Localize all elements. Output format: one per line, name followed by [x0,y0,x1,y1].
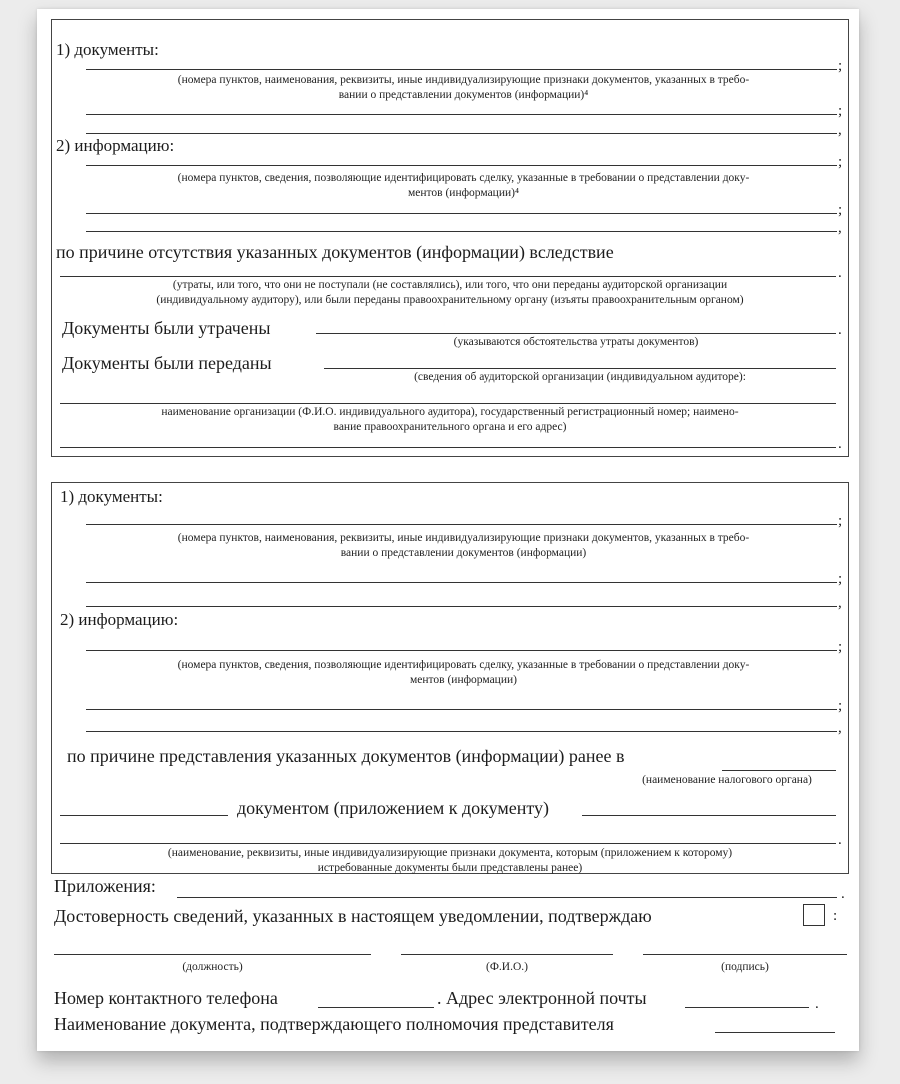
period: . [838,322,842,338]
doc-suffix-input-line[interactable] [582,815,836,816]
documents-caption: (номера пунктов, наименования, реквизиты, иные индивидуализирующие признаки документов, указанных в требо- вании о представлении документов (информации) [177,532,750,559]
documents-label: 1) документы: [60,487,163,506]
comma: , [838,220,842,236]
documents-input-line[interactable] [86,524,837,525]
signature-input-line[interactable] [643,954,847,955]
info-input-line[interactable] [86,165,837,166]
org-input-line-2[interactable] [60,447,836,448]
tax-authority-input-line[interactable] [722,770,836,771]
doc-prefix-input-line[interactable] [60,815,228,816]
documents-input-line[interactable] [86,69,837,70]
signature-caption: (подпись) [721,961,769,973]
info-label: 2) информацию: [56,136,175,155]
transferred-input-line[interactable] [324,368,836,369]
info-input-line[interactable] [86,650,837,651]
section-2-box [51,482,849,874]
info-label: 2) информацию: [60,610,179,629]
period: . [838,265,842,281]
documents-input-line-2[interactable] [86,582,837,583]
info-caption: (номера пунктов, сведения, позволяющие идентифицировать сделку, указанные в требовании о представлении доку- ментов (информации) [177,659,750,686]
email-input-line[interactable] [685,1007,809,1008]
authority-label: Наименование документа, подтверждающего полномочия представителя [54,1014,614,1034]
semicolon: ; [838,513,843,529]
doc-input-line[interactable] [60,843,836,844]
info-input-line-2[interactable] [86,709,837,710]
info-input-line-3[interactable] [86,231,837,232]
documents-caption: (номера пунктов, наименования, реквизиты, иные индивидуализирующие признаки документов, указанных в требо- вании о представлении документов (информации)⁴ [177,74,750,101]
fio-caption: (Ф.И.О.) [486,961,528,973]
email-label: . Адрес электронной почты [437,988,647,1008]
attachments-label: Приложения: [54,876,156,896]
comma: , [838,595,842,611]
reason-heading: по причине отсутствия указанных документов (информации) вследствие [56,242,614,262]
info-input-line-3[interactable] [86,731,837,732]
period: . [815,996,819,1012]
period: . [838,436,842,452]
doc-caption: (наименование, реквизиты, иные индивидуализирующие признаки документа, которым (приложением к которому) истребованные документы были представлены ранее) [167,847,733,874]
info-caption: (номера пунктов, сведения, позволяющие идентифицировать сделку, указанные в требовании о представлении доку- ментов (информации)⁴ [177,172,750,199]
phone-label: Номер контактного телефона [54,988,278,1008]
documents-input-line-3[interactable] [86,133,837,134]
tax-caption: (наименование налогового органа) [642,774,812,786]
doc-label: документом (приложением к документу) [237,798,550,818]
reason-heading: по причине представления указанных документов (информации) ранее в [67,746,625,766]
documents-input-line-2[interactable] [86,114,837,115]
attachments-input-line[interactable] [177,897,837,898]
position-caption: (должность) [182,961,243,973]
confirm-text: Достоверность сведений, указанных в настоящем уведомлении, подтверждаю [54,906,652,926]
colon: : [833,908,838,924]
authority-input-line[interactable] [715,1032,835,1033]
position-input-line[interactable] [54,954,371,955]
semicolon: ; [838,698,843,714]
fio-input-line[interactable] [401,954,613,955]
reason-caption: (утраты, или того, что они не поступали (не составлялись), или того, что они переданы аудиторской организации (индивидуальному аудитору), или были переданы правоохранительному органу (изъяты правоохранительным органом) [156,279,744,306]
semicolon: ; [838,571,843,587]
info-input-line-2[interactable] [86,213,837,214]
phone-input-line[interactable] [318,1007,434,1008]
reason-input-line[interactable] [60,276,836,277]
documents-input-line-3[interactable] [86,606,837,607]
semicolon: ; [838,58,843,74]
semicolon: ; [838,202,843,218]
transferred-label: Документы были переданы [62,353,272,373]
document-page [37,9,859,1051]
comma: , [838,122,842,138]
section-1-box [51,19,849,457]
documents-label: 1) документы: [56,40,159,59]
confirm-checkbox[interactable] [803,904,825,926]
semicolon: ; [838,103,843,119]
period: . [841,886,845,902]
lost-input-line[interactable] [316,333,836,334]
org-input-line[interactable] [60,403,836,404]
lost-caption: (указываются обстоятельства утраты документов) [453,336,699,348]
transferred-caption: (сведения об аудиторской организации (индивидуальном аудиторе): [414,371,746,383]
comma: , [838,720,842,736]
org-caption: наименование организации (Ф.И.О. индивидуального аудитора), государственный регистрационный номер; наимено- вание правоохранительного органа и его адрес) [161,406,739,433]
semicolon: ; [838,154,843,170]
period: . [838,832,842,848]
lost-label: Документы были утрачены [62,318,271,338]
semicolon: ; [838,639,843,655]
